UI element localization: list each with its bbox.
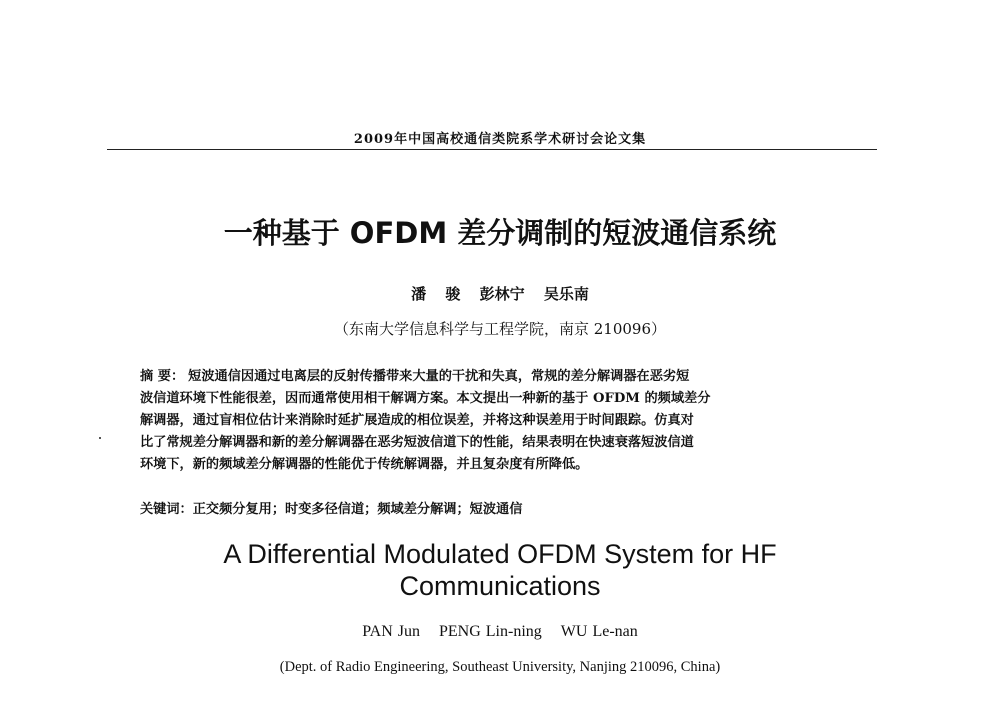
abstract-line-5: 环境下，新的频域差分解调器的性能优于传统解调器，并且复杂度有所降低。: [140, 457, 589, 472]
chinese-affiliation: （东南大学信息科学与工程学院，南京 210096）: [333, 320, 667, 338]
chinese-keywords: [140, 498, 846, 517]
english-title-line-1: A Differential Modulated OFDM System for HF: [223, 539, 777, 569]
english-title: [0, 538, 1000, 602]
header-rule: [107, 149, 877, 150]
abstract-label: 摘 要：: [140, 369, 185, 384]
english-title-line-2: Communications: [399, 571, 601, 601]
abstract-line-1: [140, 366, 846, 388]
abstract-line-4: 比了常规差分解调器和新的差分解调器在恶劣短波信道下的性能，结果表明在快速衰落短波信道: [140, 435, 694, 450]
abstract-line-2: 波信道环境下性能很差，因而通常使用相干解调方案。本文提出一种新的基于 OFDM 的频域差分: [140, 391, 711, 406]
keywords-text: 正交频分复用；时变多径信道；频域差分解调；短波通信: [192, 502, 523, 517]
keywords-label: 关键词：: [140, 502, 193, 517]
abstract-line-3: 解调器，通过盲相位估计来消除时延扩展造成的相位误差，并将这种误差用于时间跟踪。仿真对: [140, 413, 694, 428]
chinese-authors: 潘 骏 彭林宁 吴乐南: [411, 285, 589, 303]
chinese-abstract: [140, 366, 846, 476]
english-author-1: PAN Jun: [362, 623, 420, 640]
english-author-2: PENG Lin-ning: [439, 623, 542, 640]
chinese-title: 一种基于 OFDM 差分调制的短波通信系统: [223, 216, 777, 250]
abstract-text-1: 短波通信因通过电离层的反射传播带来大量的干扰和失真，常规的差分解调器在恶劣短: [188, 369, 690, 384]
margin-speck: [99, 437, 101, 439]
english-author-3: WU Le-nan: [560, 623, 638, 640]
english-authors: [0, 623, 1000, 641]
running-header: 2009年中国高校通信类院系学术研讨会论文集: [353, 132, 647, 147]
english-affiliation: (Dept. of Radio Engineering, Southeast University, Nanjing 210096, China): [279, 659, 721, 675]
